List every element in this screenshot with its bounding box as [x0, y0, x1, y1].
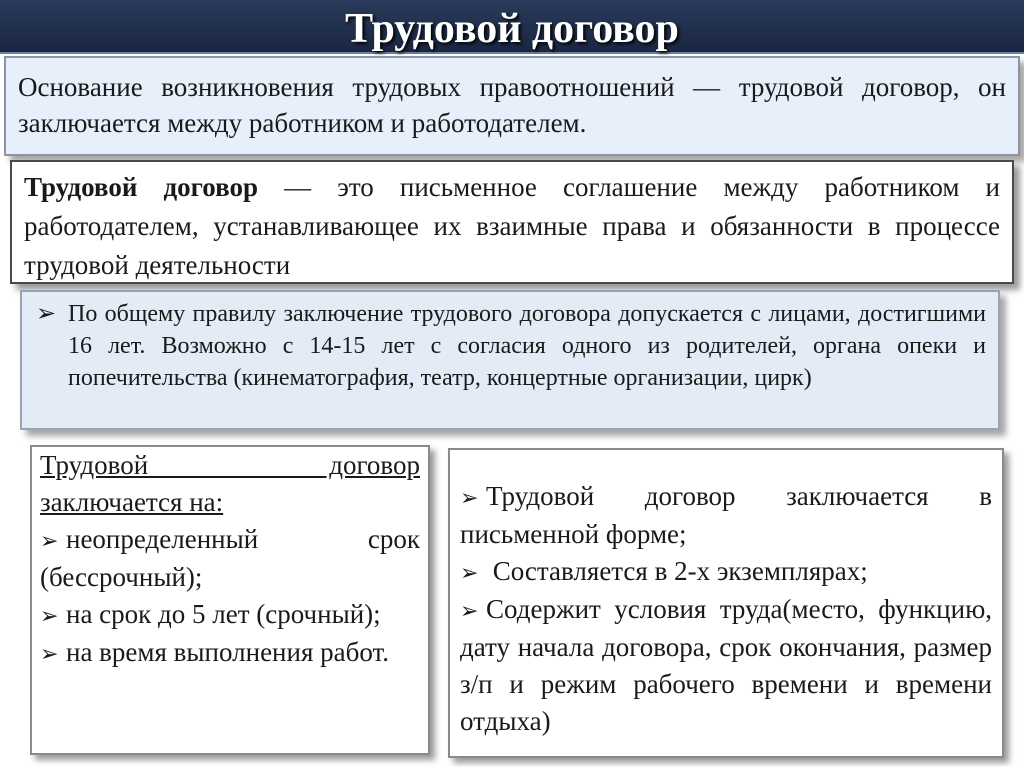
list-item: ➢ неопределенный срок (бессрочный); [40, 524, 420, 592]
basis-box [4, 56, 1020, 156]
age-rule-box [20, 290, 1000, 430]
contract-form-box [448, 448, 1004, 758]
arrow-bullet-icon: ➢ [460, 598, 479, 623]
age-rule-text: По общему правилу заключение трудового договора допускается с лицами, достигшими 16 лет. Возможно с 14-15 лет с согласия одного из родителей, органа опеки и попечительства (кинематография, театр, концертные организации, цирк) [68, 301, 986, 391]
slide-title: Трудовой договор [0, 0, 1024, 54]
list-item: ➢ на срок до 5 лет (срочный); [40, 596, 420, 634]
arrow-bullet-icon: ➢ [460, 485, 479, 510]
basis-text: Основание возникновения трудовых правоотношений — трудовой договор, он заключается между работником и работодателем. [18, 72, 1006, 138]
definition-box [10, 160, 1014, 284]
list-item: ➢ Содержит условия труда(место, функцию, дату начала договора, срок окончания, размер з/п и режим рабочего времени и времени отдыха) [460, 594, 992, 736]
definition-text: — это письменное соглашение между работником и работодателем, устанавливающее их взаимные права и обязанности в процессе трудовой деятельности [24, 172, 1000, 280]
age-rule-item [36, 298, 986, 394]
list-item: ➢ Трудовой договор заключается в письменной форме; [460, 481, 992, 549]
arrow-bullet-icon: ➢ [460, 560, 479, 585]
contract-terms-box [30, 445, 430, 755]
terms-heading-line2: заключается на: [40, 487, 224, 517]
list-item: ➢ на время выполнения работ. [40, 634, 420, 672]
definition-term: Трудовой договор [24, 172, 258, 202]
list-item: ➢ Составляется в 2-х экземплярах; [460, 553, 992, 591]
arrow-bullet-icon: ➢ [40, 641, 59, 666]
arrow-bullet-icon: ➢ [40, 603, 59, 628]
arrow-bullet-icon: ➢ [40, 528, 59, 553]
arrow-bullet-icon: ➢ [36, 301, 57, 327]
terms-heading-line1: Трудовой договор [40, 450, 420, 480]
